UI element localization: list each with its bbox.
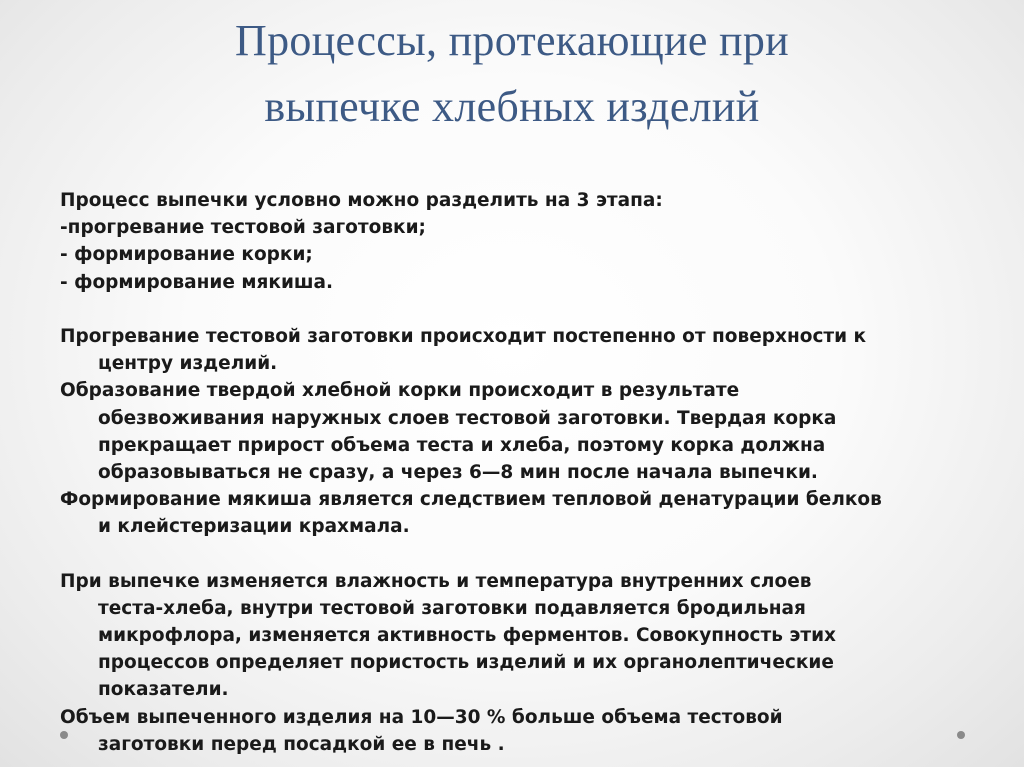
changes-paragraph-line-5: показатели. bbox=[98, 679, 229, 701]
volume-paragraph-line-1: Объем выпеченного изделия на 10—30 % больше объема тестовой bbox=[60, 706, 783, 728]
paragraph-gap bbox=[60, 540, 980, 567]
stages-heading: Процесс выпечки условно можно разделить на 3 этапа: bbox=[60, 190, 663, 211]
paragraph-gap bbox=[60, 296, 980, 323]
changes-paragraph-line-2: теста-хлеба, внутри тестовой заготовки подавляется бродильная bbox=[98, 597, 806, 619]
crust-paragraph-line-4: образовываться не сразу, а через 6—8 мин после начала выпечки. bbox=[98, 461, 818, 483]
changes-paragraph-line-4: процессов определяет пористость изделий и их органолептические bbox=[98, 652, 834, 674]
stage-item-3: - формирование мякиша. bbox=[60, 271, 334, 293]
warming-paragraph-line-2: центру изделий. bbox=[98, 353, 278, 375]
decorative-dot-left bbox=[60, 731, 68, 739]
crumb-paragraph-line-1: Формирование мякиша является следствием тепловой денатурации белков bbox=[60, 489, 882, 511]
changes-paragraph-line-3: микрофлора, изменяется активность ферментов. Совокупность этих bbox=[98, 625, 836, 646]
volume-paragraph-line-2: заготовки перед посадкой ее в печь . bbox=[98, 733, 505, 755]
stage-item-1: -прогревание тестовой заготовки; bbox=[60, 217, 426, 239]
crumb-paragraph-line-2: и клейстеризации крахмала. bbox=[98, 516, 410, 538]
slide-title-line-1: Процессы, протекающие при bbox=[235, 16, 789, 65]
crust-paragraph-line-3: прекращает прирост объема теста и хлеба, поэтому корка должна bbox=[98, 434, 826, 456]
changes-paragraph-line-1: При выпечке изменяется влажность и температура внутренних слоев bbox=[60, 570, 812, 592]
slide-title-line-2: выпечке хлебных изделий bbox=[264, 82, 760, 131]
slide-title bbox=[40, 8, 984, 140]
crust-paragraph-line-1: Образование твердой хлебной корки происходит в результате bbox=[60, 380, 740, 402]
decorative-dot-right bbox=[957, 731, 965, 739]
stage-item-2: - формирование корки; bbox=[60, 244, 313, 266]
crust-paragraph-line-2: обезвоживания наружных слоев тестовой заготовки. Твердая корка bbox=[98, 407, 837, 429]
warming-paragraph-line-1: Прогревание тестовой заготовки происходит постепенно от поверхности к bbox=[60, 325, 867, 347]
slide-body bbox=[60, 187, 980, 758]
